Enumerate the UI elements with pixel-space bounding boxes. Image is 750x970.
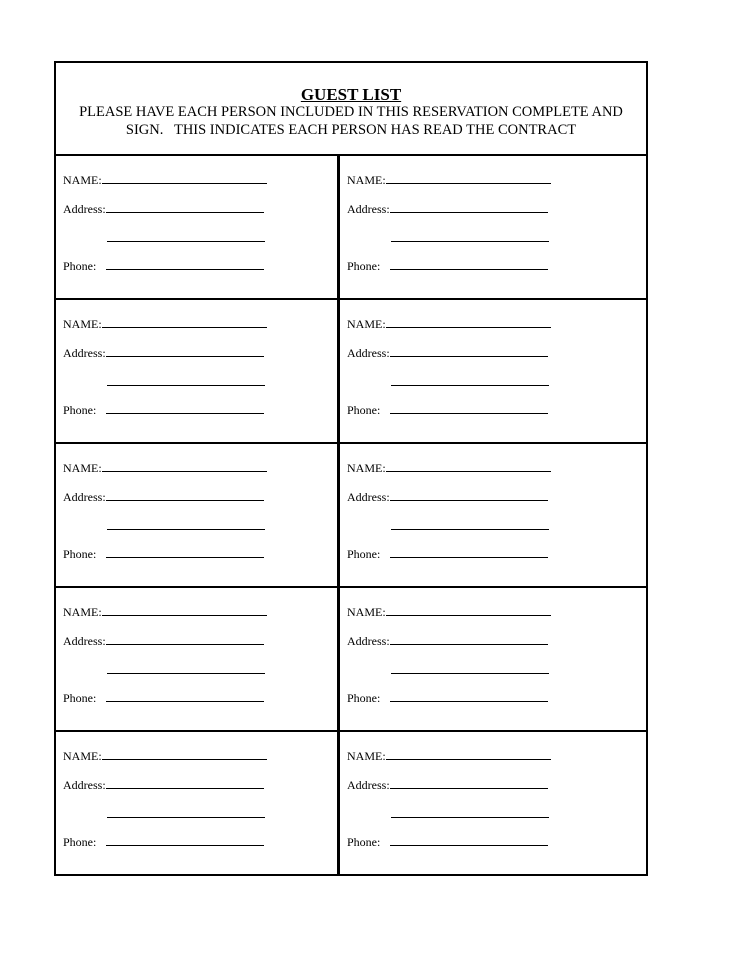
address-label: Address: — [347, 346, 390, 360]
phone-label: Phone: — [347, 691, 381, 705]
name-field[interactable] — [386, 604, 551, 616]
phone-row — [347, 690, 548, 705]
address-row — [347, 345, 548, 360]
phone-label: Phone: — [347, 403, 381, 417]
address-row — [63, 201, 264, 216]
address-label: Address: — [347, 634, 390, 648]
address-field[interactable] — [390, 489, 548, 501]
address-row — [63, 777, 264, 792]
address-label: Address: — [63, 634, 106, 648]
guest-entry-8 — [340, 588, 621, 731]
address-field[interactable] — [390, 201, 548, 213]
phone-label: Phone: — [63, 547, 97, 561]
phone-label: Phone: — [63, 259, 97, 273]
phone-row — [347, 834, 548, 849]
phone-field[interactable] — [106, 258, 264, 270]
name-row — [63, 460, 267, 475]
address-row — [347, 201, 548, 216]
name-label: NAME: — [347, 317, 386, 331]
name-label: NAME: — [347, 749, 386, 763]
phone-label: Phone: — [347, 259, 381, 273]
address-line-2-field[interactable] — [107, 529, 265, 530]
address-label: Address: — [63, 346, 106, 360]
address-line-2-field[interactable] — [107, 385, 265, 386]
name-label: NAME: — [347, 173, 386, 187]
instructions — [64, 104, 638, 139]
phone-field[interactable] — [106, 546, 264, 558]
address-row — [63, 633, 264, 648]
address-field[interactable] — [106, 777, 264, 789]
address-label: Address: — [63, 490, 106, 504]
name-row — [63, 604, 267, 619]
guest-entry-4 — [340, 300, 621, 443]
address-row — [347, 633, 548, 648]
address-line-2-field[interactable] — [391, 385, 549, 386]
phone-row — [63, 258, 264, 273]
phone-field[interactable] — [390, 690, 548, 702]
phone-label: Phone: — [63, 403, 97, 417]
phone-row — [63, 834, 264, 849]
name-label: NAME: — [63, 173, 102, 187]
phone-field[interactable] — [106, 834, 264, 846]
guest-entry-5 — [56, 444, 337, 587]
phone-field[interactable] — [390, 258, 548, 270]
address-line-2-field[interactable] — [107, 817, 265, 818]
phone-row — [347, 258, 548, 273]
name-label: NAME: — [63, 749, 102, 763]
address-field[interactable] — [106, 201, 264, 213]
name-row — [347, 748, 551, 763]
address-label: Address: — [63, 202, 106, 216]
guest-list-form — [54, 61, 648, 876]
name-field[interactable] — [386, 172, 551, 184]
address-field[interactable] — [106, 633, 264, 645]
name-row — [347, 460, 551, 475]
name-field[interactable] — [102, 748, 267, 760]
address-line-2-field[interactable] — [391, 673, 549, 674]
name-field[interactable] — [102, 172, 267, 184]
address-row — [347, 777, 548, 792]
guest-entry-7 — [56, 588, 337, 731]
name-field[interactable] — [102, 604, 267, 616]
name-label: NAME: — [63, 461, 102, 475]
instruction-line-1: PLEASE HAVE EACH PERSON INCLUDED IN THIS RESERVATION COMPLETE AND — [79, 104, 623, 120]
phone-row — [63, 690, 264, 705]
phone-label: Phone: — [347, 835, 381, 849]
address-row — [63, 345, 264, 360]
address-field[interactable] — [106, 489, 264, 501]
guest-entry-1 — [56, 156, 337, 299]
name-row — [63, 316, 267, 331]
phone-field[interactable] — [390, 546, 548, 558]
guest-entry-6 — [340, 444, 621, 587]
name-label: NAME: — [63, 605, 102, 619]
address-label: Address: — [347, 202, 390, 216]
phone-field[interactable] — [106, 402, 264, 414]
name-row — [63, 748, 267, 763]
name-field[interactable] — [102, 316, 267, 328]
name-field[interactable] — [386, 748, 551, 760]
form-header — [56, 63, 646, 156]
phone-row — [347, 402, 548, 417]
phone-label: Phone: — [347, 547, 381, 561]
name-label: NAME: — [63, 317, 102, 331]
guest-entry-9 — [56, 732, 337, 875]
guest-grid — [56, 156, 646, 874]
page-title: GUEST LIST — [300, 85, 402, 104]
name-field[interactable] — [102, 460, 267, 472]
address-label: Address: — [347, 490, 390, 504]
phone-field[interactable] — [106, 690, 264, 702]
phone-label: Phone: — [63, 691, 97, 705]
name-row — [347, 316, 551, 331]
phone-row — [63, 546, 264, 561]
address-row — [63, 489, 264, 504]
address-field[interactable] — [390, 777, 548, 789]
name-row — [347, 172, 551, 187]
guest-entry-3 — [56, 300, 337, 443]
name-row — [63, 172, 267, 187]
address-field[interactable] — [390, 345, 548, 357]
guest-entry-2 — [340, 156, 621, 299]
address-line-2-field[interactable] — [391, 529, 549, 530]
name-row — [347, 604, 551, 619]
address-line-2-field[interactable] — [391, 241, 549, 242]
name-label: NAME: — [347, 461, 386, 475]
instruction-line-2: SIGN. THIS INDICATES EACH PERSON HAS READ THE CONTRACT — [125, 121, 577, 138]
phone-field[interactable] — [390, 402, 548, 414]
phone-field[interactable] — [390, 834, 548, 846]
name-label: NAME: — [347, 605, 386, 619]
address-line-2-field[interactable] — [107, 241, 265, 242]
address-line-2-field[interactable] — [391, 817, 549, 818]
address-label: Address: — [63, 778, 106, 792]
address-field[interactable] — [390, 633, 548, 645]
address-row — [347, 489, 548, 504]
phone-row — [63, 402, 264, 417]
address-field[interactable] — [106, 345, 264, 357]
name-field[interactable] — [386, 316, 551, 328]
address-label: Address: — [347, 778, 390, 792]
phone-label: Phone: — [63, 835, 97, 849]
guest-entry-10 — [340, 732, 621, 875]
address-line-2-field[interactable] — [107, 673, 265, 674]
name-field[interactable] — [386, 460, 551, 472]
phone-row — [347, 546, 548, 561]
